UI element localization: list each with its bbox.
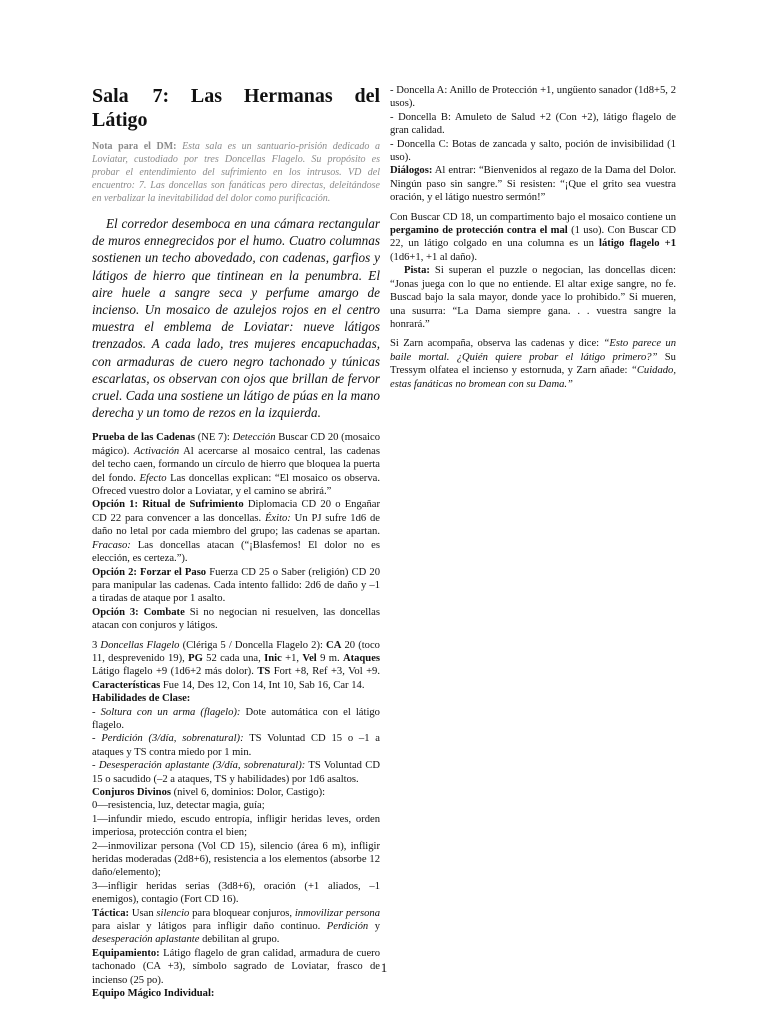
magic-item-c: - Doncella C: Botas de zancada y salto, poción de invisibilidad (1 uso).: [390, 138, 676, 164]
magic-equipment-heading-text: Equipo Mágico Individual:: [92, 988, 215, 1000]
zarn-text-a: Si Zarn acompaña, observa las cadenas y dice:: [390, 338, 600, 350]
ability-2: - Perdición (3/día, sobrenatural): TS Voluntad CD 15 o –1 a ataques y TS contra miedo por 1 min.: [92, 733, 380, 758]
dm-note-text: Esta sala es un santuario-prisión dedicado a Loviatar, custodiado por tres Doncellas Flagelo. Su propósito es probar el entendimiento del sufrimiento en los intrusos. VD del encuentro: 7. Las doncellas son fanáticas pero directas, deleitándose en verbalizar la inevitabilidad del dolor como purificación.: [92, 141, 380, 204]
spells-heading: [92, 786, 380, 799]
right-column: [390, 84, 676, 391]
option-2-heading: Opción 2: Forzar el Paso: [92, 566, 207, 578]
abilities-heading-text: Habilidades de Clase:: [92, 693, 191, 705]
loot-text-a: Con Buscar CD 18, un compartimento bajo el mosaico contiene un: [390, 211, 676, 223]
option-2: [92, 566, 380, 606]
stat-inic: +1,: [285, 652, 300, 664]
trial-ne: (NE 7):: [197, 432, 230, 444]
option-3: [92, 606, 380, 633]
dialogues-text: Al entrar: “Bienvenidos al regazo de la Dama del Dolor. Ningún paso sin sangre.” Si resisten: “¡Que el grito sea vuestra oración, y el látigo nuestro sermón!”: [390, 165, 676, 204]
tactics-text-a: Usan: [131, 907, 154, 919]
option-1-fail-label: Fracaso:: [92, 539, 131, 551]
tactics-desesperacion: desesperación aplastante: [92, 934, 200, 946]
loot-scroll: pergamino de protección contra el mal: [390, 225, 568, 237]
page-number: 1: [380, 960, 388, 975]
tactics: [92, 907, 380, 947]
trial-heading: Prueba de las Cadenas: [92, 432, 195, 444]
tactics-text-c: para aislar y látigos para infligir daño continuo.: [92, 921, 321, 933]
magic-item-a: - Doncella A: Anillo de Protección +1, ungüento sanador (1d8+5, 2 usos).: [390, 85, 676, 110]
tactics-text-d: y: [374, 921, 380, 933]
tactics-text-e: debilitan al grupo.: [202, 934, 280, 946]
left-column: [92, 84, 380, 1001]
read-aloud-text: El corredor desemboca en una cámara rectangular de muros ennegrecidos por el humo. Cuatro columnas sostienen un techo abovedado, con cadenas, garfios y látigos de hierro que tintinean en la penumbra. El aire huele a sangre seca y perfume amargo de incienso. Un mosaico de azulejos rojos en el centro muestra el emblema de Loviatar: nueve látigos trenzados. A cada lado, tres mujeres encapuchadas, con armaduras de cuero negro tachonado y túnicas escarlatas, os observan con ojos que brillan de fervor cruel. Cada una sostiene un látigo de púas en la mano derecha y un tomo de rezos en la izquierda.: [92, 216, 380, 421]
tactics-label: Táctica:: [92, 907, 130, 919]
trial-paragraph: [92, 431, 380, 498]
abilities-heading: [92, 692, 380, 705]
stat-name: Doncellas Flagelo: [100, 639, 180, 651]
equipment-label: Equipamiento:: [92, 947, 160, 959]
title-text: Las Hermanas del Látigo: [92, 85, 381, 131]
page-title: [92, 84, 380, 132]
title-prefix: Sala: [92, 85, 129, 107]
magic-equipment-heading: [92, 987, 380, 1000]
option-1: [92, 498, 380, 565]
spells-level-1: 1—infundir miedo, escudo entropía, infligir heridas leves, orden imperiosa, protección contra el bien;: [92, 813, 380, 839]
ability-3-text: TS Voluntad CD 15 o sacudido (–2 a ataques, TS y habilidades) por 1d6 asaltos.: [92, 760, 380, 785]
ability-3: - Desesperación aplastante (3/día, sobrenatural): TS Voluntad CD 15 o sacudido (–2 a ataques, TS y habilidades) por 1d6 asaltos.: [92, 760, 380, 785]
hint-label: Pista:: [404, 265, 430, 277]
stat-ts: Fort +8, Ref +3, Vol +9.: [273, 666, 381, 678]
option-1-success: Un PJ sufre 1d6 de daño no letal por cada miembro del grupo; las cadenas se apartan.: [92, 512, 380, 538]
stat-vel-label: Vel: [302, 652, 317, 664]
stat-characteristics: Fue 14, Des 12, Con 14, Int 10, Sab 16, Car 14.: [162, 679, 365, 691]
ability-2-name: Perdición (3/día, sobrenatural):: [101, 733, 244, 745]
dm-note-lead: Nota para el DM:: [92, 141, 177, 152]
loot-text-b: (1 uso). Con Buscar CD 22, un látigo colgado en una columna es un: [390, 225, 676, 250]
spells-meta: (nivel 6, dominios: Dolor, Castigo):: [173, 787, 326, 798]
loot-text-c: (1d6+1, +1 al daño).: [390, 251, 477, 263]
stat-ts-label: TS: [257, 666, 271, 678]
spells-level-3: 3—infligir heridas serias (3d8+6), oración (+1 aliados, –1 enemigos), contagio (Fort CD 16).: [92, 880, 380, 906]
stat-attacks: Látigo flagelo +9 (1d6+2 más dolor).: [92, 666, 254, 678]
stat-attacks-label: Ataques: [342, 652, 381, 664]
equipment-text: Látigo flagelo de gran calidad, armadura de cuero tachonado (CA +3), símbolo sagrado de Loviatar, frasco de incienso (25 po).: [92, 947, 381, 986]
title-number: 7:: [152, 85, 170, 107]
stat-ca: 20 (toco 11, desprevenido 19),: [92, 639, 380, 664]
trial-detection: Buscar CD 20 (mosaico mágico).: [92, 432, 380, 457]
dialogues-label: Diálogos:: [390, 165, 433, 177]
stat-vel: 9 m.: [320, 652, 340, 664]
option-1-text: Diplomacia CD 20 o Engañar CD 22 para convencer a las doncellas.: [92, 499, 381, 524]
stat-inic-label: Inic: [264, 652, 282, 664]
dm-note: [92, 140, 380, 205]
option-2-text: Fuerza CD 25 o Saber (religión) CD 20 para manipular las cadenas. Cada intento fallido: 2d6 de daño y –1 a tiradas de ataque por 1 asalto.: [92, 566, 381, 605]
trial-activation-label: Activación: [133, 445, 180, 457]
option-1-heading: Opción 1: Ritual de Sufrimiento: [92, 499, 244, 511]
ability-1: - Soltura con un arma (flagelo): Dote automática con el látigo flagelo.: [92, 706, 380, 731]
spells-level-2: 2—inmovilizar persona (Vol CD 15), silencio (área 6 m), infligir heridas moderadas (2d8+6), resistencia a los elementos (absorbe 12 daño/elemento);: [92, 840, 380, 879]
option-3-text: Si no negocian ni resuelven, las doncellas atacan con conjuros y látigos.: [92, 606, 380, 632]
zarn-text-b: Su Tressym olfatea el incienso y estornuda, y Zarn añade:: [390, 351, 676, 377]
trial-activation: Al acercarse al mosaico central, las cadenas del techo caen, formando un círculo de hierro que bloquea la puerta del fondo.: [92, 445, 380, 484]
stat-count: 3: [92, 639, 98, 651]
ability-2-text: TS Voluntad CD 15 o –1 a ataques y TS contra miedo por 1 min.: [92, 733, 380, 758]
trial-detection-label: Detección: [232, 432, 276, 444]
stat-ca-label: CA: [326, 639, 342, 651]
option-1-fail: Las doncellas atacan (“¡Blasfemos! El dolor no es elección, es certeza.”).: [92, 539, 380, 565]
stat-pg: 52 cada una,: [206, 652, 261, 664]
stat-class: (Clériga 5 / Doncella Flagelo 2):: [182, 639, 323, 651]
hint-text: Si superan el puzzle o negocian, las doncellas dicen: “Jonas juega con lo que no entiende. El altar exige sangre, no fe. Buscad bajo la sala mayor, donde yace lo prohibido.” Si mueren, una susurra: “La Dama siempre gana. . . vuestra sangre la honrará.”: [390, 265, 676, 330]
tactics-text-b: para bloquear conjuros,: [192, 907, 293, 919]
spells-heading-text: Conjuros Divinos: [92, 787, 171, 798]
stat-pg-label: PG: [188, 652, 203, 664]
statblock-header: [92, 639, 380, 693]
zarn-paragraph: [390, 337, 676, 391]
magic-item-b: - Doncella B: Amuleto de Salud +2 (Con +2), látigo flagelo de gran calidad.: [390, 111, 676, 137]
ability-3-name: Desesperación aplastante (3/día, sobrenatural):: [98, 760, 306, 772]
loot: [390, 211, 676, 265]
tactics-perdicion: Perdición: [326, 921, 369, 933]
trial-effect-label: Efecto: [139, 472, 167, 484]
loot-whip: látigo flagelo +1: [599, 238, 676, 250]
tactics-silencio: silencio: [156, 907, 190, 919]
trial-section: [92, 431, 380, 1000]
trial-effect: Las doncellas explican: “El mosaico os observa. Ofreced vuestro dolor a Loviatar, y el camino se abrirá.”: [92, 472, 380, 498]
ability-1-text: Dote automática con el látigo flagelo.: [92, 706, 380, 731]
spells-level-0: 0—resistencia, luz, detectar magia, guía;: [92, 800, 265, 812]
ability-1-name: Soltura con un arma (flagelo):: [100, 706, 241, 718]
option-1-success-label: Éxito:: [264, 512, 291, 524]
zarn-quote-1: “Esto parece un baile mortal. ¿Quién quiere probar el látigo primero?”: [390, 338, 676, 363]
hint: [390, 264, 676, 331]
option-3-heading: Opción 3: Combate: [92, 606, 185, 618]
tactics-inmovilizar: inmovilizar persona: [294, 907, 380, 919]
dialogues: [390, 164, 676, 204]
stat-characteristics-label: Características: [92, 679, 161, 691]
zarn-quote-2: “Cuidado, estas fanáticas no bromean con su Dama.”: [390, 365, 676, 390]
